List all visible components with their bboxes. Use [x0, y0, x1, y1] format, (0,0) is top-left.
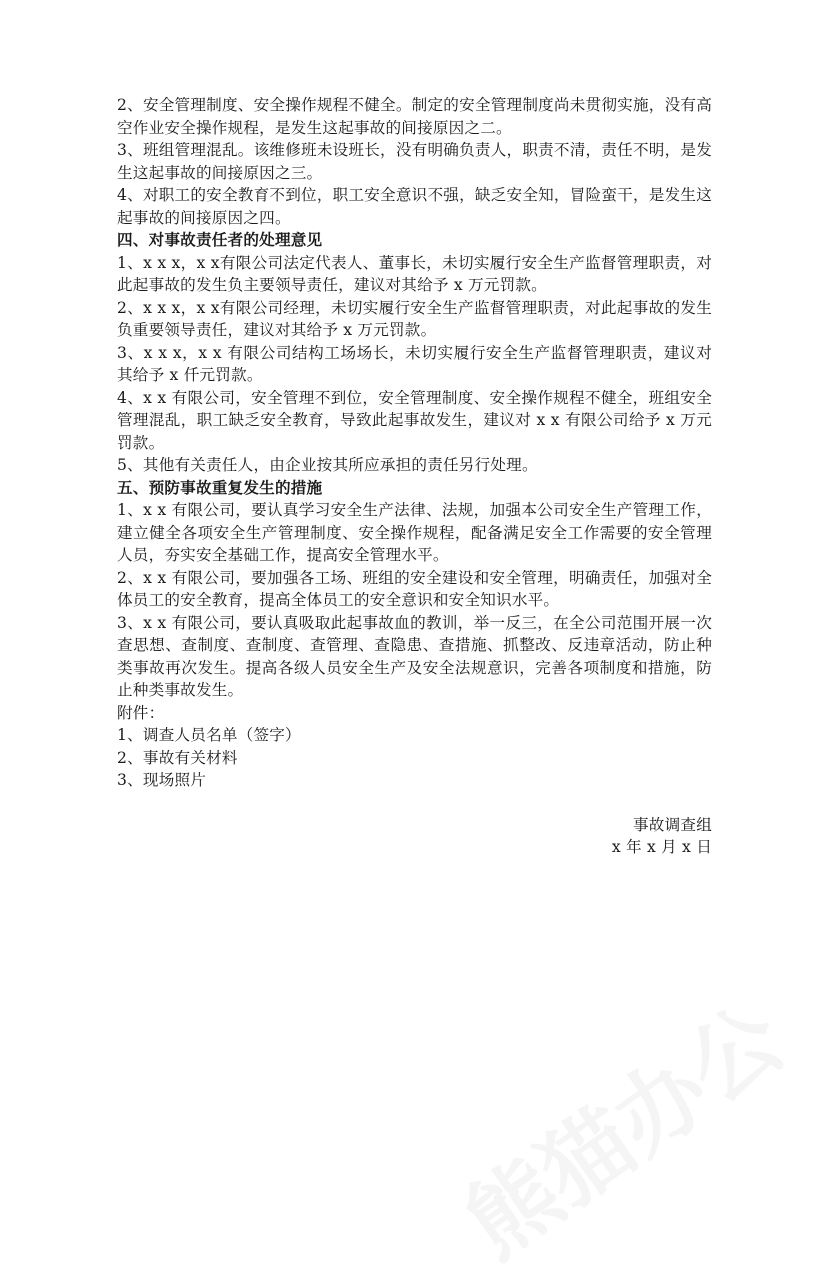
watermark [435, 969, 804, 1282]
signature-org: 事故调查组 [633, 815, 712, 834]
paragraph: 1、x x 有限公司，要认真学习安全生产法律、法规，加强本公司安全生产管理工作，建立健全各项安全生产管理制度、安全操作规程，配备满足安全工作需要的安全管理人员，夯实安全基础工作，提高安全管理水平。 [117, 501, 712, 564]
paragraph: 3、x x 有限公司，要认真吸取此起事故血的教训，举一反三，在全公司范围开展一次查思想、查制度、查制度、查管理、查隐患、查措施、抓整改、反违章活动，防止种类事故再次发生。提高各级人员安全生产及安全法规意识，完善各项制度和措施，防止种类事故发生。 [117, 613, 712, 699]
paragraph: 2、x x x，x x有限公司经理，未切实履行安全生产监督管理职责，对此起事故的发生负重要领导责任，建议对其给予 x 万元罚款。 [117, 298, 712, 339]
paragraph: 3、x x x，x x 有限公司结构工场场长，未切实履行安全生产监督管理职责，建议对其给予 x 仟元罚款。 [117, 343, 712, 384]
paragraph: 2、安全管理制度、安全操作规程不健全。制定的安全管理制度尚未贯彻实施，没有高空作业安全操作规程，是发生这起事故的间接原因之二。 [117, 96, 712, 137]
attachment-item: 2、事故有关材料 [117, 748, 238, 767]
paragraph: 2、x x 有限公司，要加强各工场、班组的安全建设和安全管理，明确责任，加强对全体员工的安全教育，提高全体员工的安全意识和安全知识水平。 [117, 568, 712, 609]
attachments-label: 附件： [117, 703, 165, 722]
attachment-item: 1、调查人员名单（签字） [117, 726, 301, 744]
section-heading: 五、预防事故重复发生的措施 [117, 477, 323, 497]
attachment-item: 3、现场照片 [117, 771, 207, 789]
paragraph: 4、x x 有限公司，安全管理不到位，安全管理制度、安全操作规程不健全，班组安全管理混乱，职工缺乏安全教育，导致此起事故发生，建议对 x x 有限公司给予 x 万元罚款。 [117, 388, 712, 452]
section-heading: 四、对事故责任者的处理意见 [117, 230, 323, 249]
paragraph: 4、对职工的安全教育不到位，职工安全意识不强，缺乏安全知，冒险蛮干，是发生这起事故的间接原因之四。 [117, 186, 712, 227]
paragraph: 3、班组管理混乱。该维修班未设班长，没有明确负责人，职责不清，责任不明，是发生这起事故的间接原因之三。 [117, 141, 712, 182]
signature-date: x 年 x 月 x 日 [611, 838, 712, 856]
spacer [117, 792, 712, 814]
document-body [117, 94, 712, 859]
paragraph: 1、x x x，x x有限公司法定代表人、董事长，未切实履行安全生产监督管理职责，对此起事故的发生负主要领导责任，建议对其给予 x 万元罚款。 [117, 253, 712, 294]
paragraph: 5、其他有关责任人，由企业按其所应承担的责任另行处理。 [117, 456, 538, 474]
